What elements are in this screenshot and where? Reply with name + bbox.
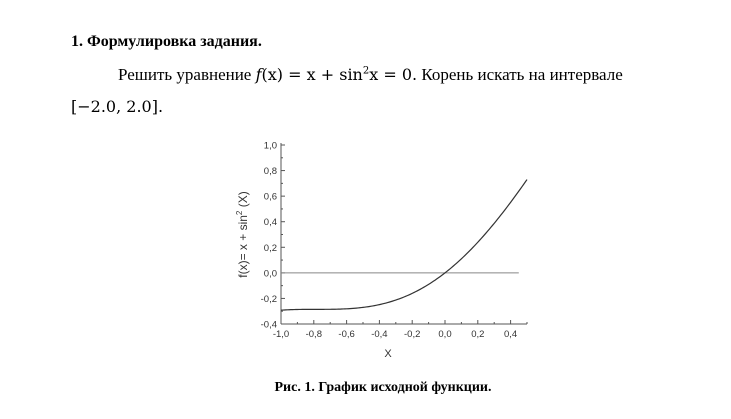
equation-arg: (x) [261, 65, 284, 84]
y-tick-label: 1,0 [263, 140, 277, 152]
task-prefix: Решить уравнение [118, 65, 252, 84]
equation-power: 2 [362, 65, 370, 77]
function-curve [281, 180, 527, 311]
equation-rest: x = 0. [369, 65, 418, 84]
x-tick-label: 0,4 [503, 329, 518, 340]
equation-part: = x + sin [283, 65, 363, 84]
y-tick-label: 0,2 [263, 242, 277, 254]
y-axis-title-power: 2 [235, 210, 244, 216]
x-tick-label: 0,0 [438, 329, 452, 340]
x-tick-label: 0,2 [471, 329, 485, 340]
equation [256, 65, 418, 84]
task-statement-line [118, 65, 623, 85]
y-tick-label: -0,4 [260, 319, 277, 331]
function-chart [225, 132, 545, 368]
task-suffix: Корень искать на интервале [421, 65, 623, 84]
interval: [−2.0, 2.0]. [71, 97, 164, 116]
y-tick-label: 0,4 [263, 217, 277, 229]
section-heading: 1. Формулировка задания. [71, 33, 262, 50]
x-tick-label: -0,2 [404, 329, 421, 340]
y-tick-label: 0,8 [263, 166, 277, 178]
x-tick-label: -0,8 [305, 329, 322, 340]
x-tick-label: -1,0 [272, 329, 290, 340]
y-axis-title-tail: (X) [236, 191, 250, 211]
x-tick-label: -0,4 [371, 329, 388, 340]
y-tick-label: -0,2 [260, 293, 277, 305]
chart-svg [225, 132, 545, 368]
x-axis-title: X [384, 348, 392, 360]
y-axis-title [235, 191, 250, 277]
y-tick-label: 0,0 [263, 268, 277, 280]
y-axis-title-main: f(x)= x + sin [236, 215, 250, 278]
figure-caption: Рис. 1. График исходной функции. [274, 380, 492, 395]
x-tick-label: -0,6 [338, 329, 355, 340]
equation-func: f [255, 65, 262, 84]
y-tick-label: 0,6 [263, 191, 277, 203]
